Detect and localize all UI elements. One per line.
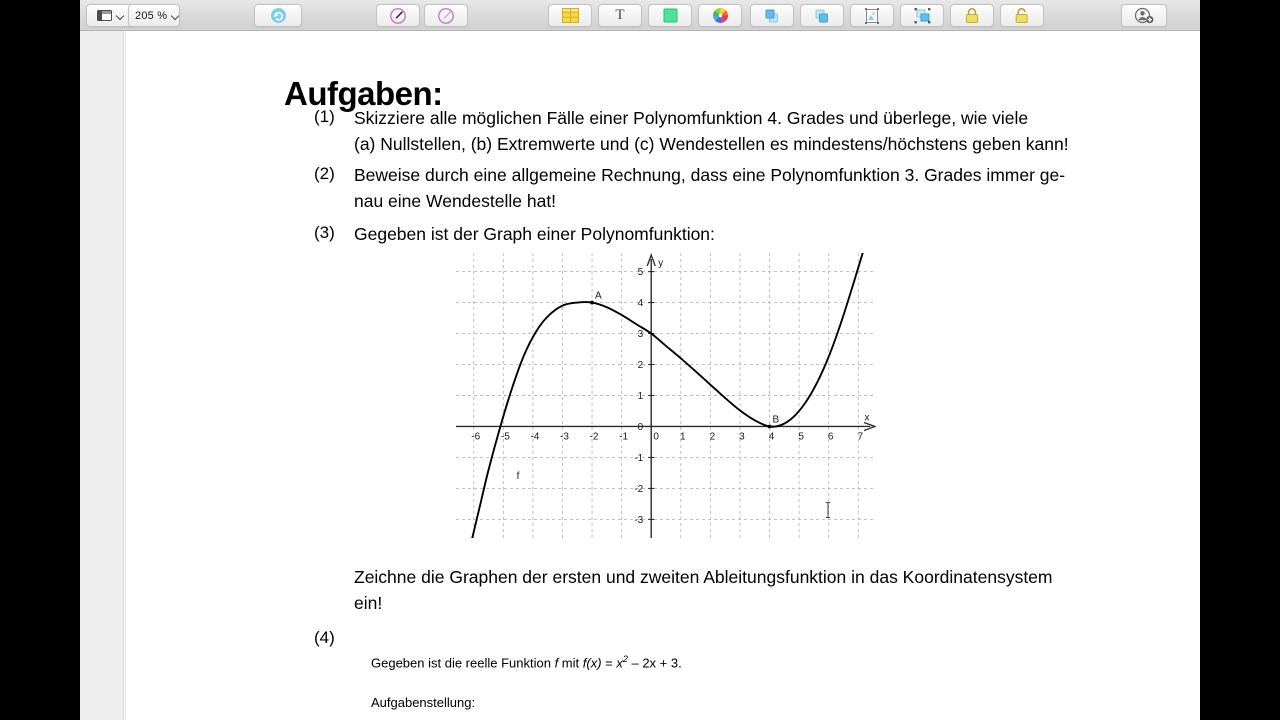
zoom-control[interactable] bbox=[128, 4, 180, 27]
paste-style-pipette-icon bbox=[437, 7, 455, 25]
tick-labels bbox=[471, 258, 869, 526]
unlock-icon bbox=[1014, 7, 1030, 24]
svg-text:1: 1 bbox=[637, 391, 644, 402]
page[interactable] bbox=[125, 31, 1200, 720]
copy-style-pipette-icon bbox=[389, 7, 407, 25]
paste-style-button[interactable] bbox=[424, 4, 468, 27]
svg-text:-1: -1 bbox=[634, 452, 644, 464]
text-cursor-icon bbox=[824, 501, 832, 519]
svg-text:2: 2 bbox=[637, 360, 644, 372]
svg-text:4: 4 bbox=[637, 298, 644, 310]
svg-text:-2: -2 bbox=[589, 431, 599, 443]
table-button[interactable] bbox=[548, 4, 592, 27]
shape-icon bbox=[663, 8, 678, 23]
media-icon bbox=[712, 7, 729, 24]
task-4-given-eq: = bbox=[601, 655, 617, 671]
mask-icon bbox=[863, 8, 881, 24]
task-2-line-2: nau eine Wendestelle hat! bbox=[354, 191, 557, 211]
shape-button[interactable] bbox=[648, 4, 692, 27]
svg-text:y: y bbox=[658, 258, 664, 269]
group-button[interactable] bbox=[900, 4, 944, 27]
task-3-number: (3) bbox=[314, 223, 335, 242]
text-button[interactable] bbox=[598, 4, 642, 27]
bring-forward-icon bbox=[763, 8, 781, 24]
svg-text:B: B bbox=[772, 414, 780, 426]
task-4-given-exponent: 2 bbox=[622, 654, 628, 664]
bring-forward-button[interactable] bbox=[750, 4, 794, 27]
svg-text:-1: -1 bbox=[619, 431, 629, 443]
unlock-button[interactable] bbox=[1000, 4, 1044, 27]
grid-lines bbox=[456, 253, 876, 538]
axes bbox=[456, 255, 875, 538]
pages-window bbox=[80, 0, 1200, 720]
table-icon bbox=[562, 8, 579, 23]
document-canvas[interactable] bbox=[125, 31, 1200, 720]
svg-text:0: 0 bbox=[637, 421, 644, 433]
svg-text:2: 2 bbox=[709, 431, 716, 443]
share-collaborate-icon bbox=[1134, 7, 1154, 24]
svg-text:3: 3 bbox=[739, 431, 745, 443]
task-2-line-1: Beweise durch eine allgemeine Rechnung, dass eine Polynomfunktion 3. Grades immer ge- bbox=[354, 165, 1066, 185]
view-options-button[interactable] bbox=[86, 4, 134, 27]
after-graph-line-1: Zeichne die Graphen der ersten und zweiten Ableitungsfunktion in das Koordinatensystem bbox=[354, 567, 1053, 587]
svg-text:x: x bbox=[864, 412, 870, 424]
svg-text:0: 0 bbox=[653, 431, 659, 443]
svg-text:-3: -3 bbox=[560, 431, 569, 443]
task-3-line-1: Gegeben ist der Graph einer Polynomfunktion: bbox=[354, 224, 715, 244]
svg-text:-6: -6 bbox=[471, 431, 481, 443]
mask-button[interactable] bbox=[850, 4, 894, 27]
task-4-given-x: x bbox=[616, 655, 623, 671]
task-1-line-2: (a) Nullstellen, (b) Extremwerte und (c) Wendestellen es mindestens/höchstens geben kann! bbox=[354, 134, 1069, 154]
lock-button[interactable] bbox=[950, 4, 994, 27]
after-graph-line-2: ein! bbox=[354, 593, 383, 613]
task-4-given-prefix: Gegeben ist die reelle Funktion bbox=[371, 655, 555, 671]
svg-text:f: f bbox=[516, 471, 520, 483]
copy-style-button[interactable] bbox=[376, 4, 420, 27]
chevron-down-icon bbox=[117, 12, 124, 19]
svg-text:7: 7 bbox=[857, 431, 864, 443]
view-options-icon bbox=[97, 10, 112, 21]
media-button[interactable] bbox=[698, 4, 742, 27]
task-4-given-f: f bbox=[554, 655, 559, 671]
svg-text:-3: -3 bbox=[634, 514, 644, 526]
group-icon bbox=[913, 8, 932, 24]
rotate-icon bbox=[270, 7, 287, 24]
collaborate-button[interactable] bbox=[1121, 4, 1167, 27]
coordinate-system[interactable] bbox=[456, 253, 876, 538]
task-4-number: (4) bbox=[314, 628, 335, 647]
task-1-number: (1) bbox=[314, 107, 335, 126]
svg-text:4: 4 bbox=[768, 431, 775, 443]
text-icon: T bbox=[615, 7, 625, 23]
chevron-down-icon bbox=[172, 12, 173, 19]
task-2-number: (2) bbox=[314, 164, 335, 183]
svg-text:A: A bbox=[595, 290, 602, 302]
svg-text:-2: -2 bbox=[634, 483, 644, 495]
task-4-heading: Aufgabenstellung: bbox=[371, 695, 476, 710]
function-graph[interactable] bbox=[456, 253, 876, 543]
svg-text:6: 6 bbox=[827, 431, 834, 443]
task-4-given-mid: mit bbox=[558, 655, 583, 671]
svg-text:-4: -4 bbox=[530, 431, 540, 443]
svg-text:5: 5 bbox=[798, 431, 804, 443]
send-backward-icon bbox=[813, 8, 831, 24]
send-backward-button[interactable] bbox=[800, 4, 844, 27]
toolbar bbox=[80, 0, 1200, 31]
svg-text:5: 5 bbox=[637, 267, 644, 279]
point-annotations bbox=[590, 291, 779, 429]
svg-text:3: 3 bbox=[637, 329, 644, 341]
rotate-button[interactable] bbox=[254, 4, 302, 27]
task-4-given bbox=[371, 654, 682, 670]
task-4-given-fx: f(x) bbox=[582, 655, 602, 671]
page-title: Aufgaben: bbox=[284, 75, 443, 113]
task-1-line-1: Skizziere alle möglichen Fälle einer Polynomfunktion 4. Grades und überlege, wie viele bbox=[354, 108, 1029, 128]
lock-icon bbox=[965, 7, 979, 24]
task-4-given-rest: – 2x + 3. bbox=[627, 655, 682, 671]
zoom-level-label: 205 % bbox=[135, 9, 168, 22]
svg-text:-5: -5 bbox=[500, 431, 510, 443]
svg-text:1: 1 bbox=[680, 431, 686, 443]
thumbnail-sidebar[interactable] bbox=[80, 31, 124, 720]
